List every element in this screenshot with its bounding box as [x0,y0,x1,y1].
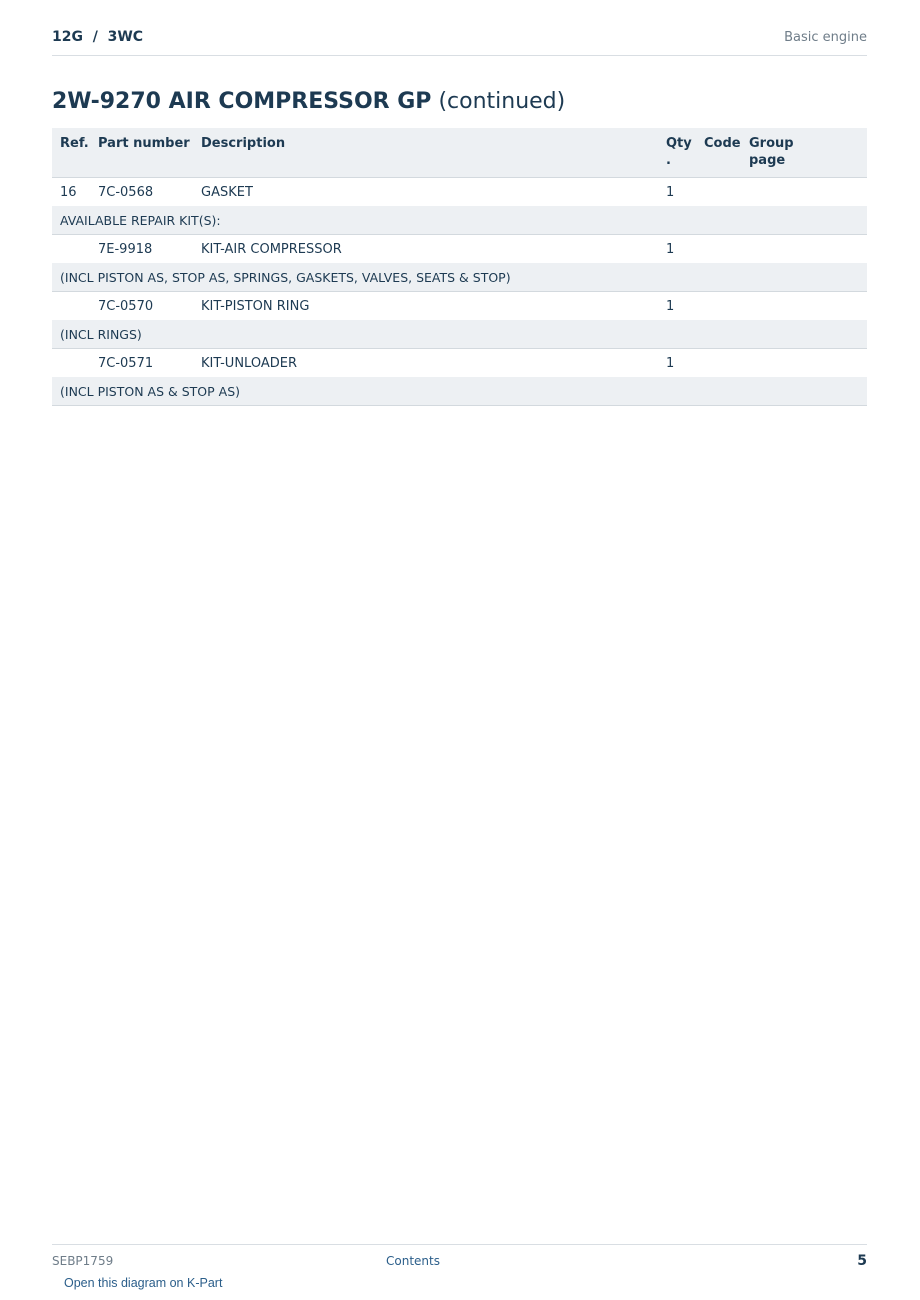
cell-group-page [741,235,867,264]
cell-part-number: 7C-0571 [90,349,193,378]
table-row [52,349,867,378]
table-note-row [52,377,867,406]
cell-part-number: 7E-9918 [90,235,193,264]
cell-note: AVAILABLE REPAIR KIT(S): [52,206,867,235]
column-header-qty: Qty . [658,128,696,178]
table-header-row [52,128,867,178]
cell-part-number: 7C-0568 [90,178,193,207]
page-title [52,89,565,114]
contents-link[interactable]: Contents [386,1254,440,1268]
page-footer [52,1244,867,1275]
cell-ref [52,235,90,264]
table-row [52,292,867,321]
table-note-row [52,320,867,349]
cell-description: KIT-UNLOADER [193,349,658,378]
cell-part-number: 7C-0570 [90,292,193,321]
table-row [52,178,867,207]
cell-group-page [741,292,867,321]
column-header-part-number: Part number [90,128,193,178]
table-note-row [52,206,867,235]
cell-group-page [741,349,867,378]
group-title: 2W-9270 AIR COMPRESSOR GP [52,89,432,114]
machine-model: 12G / 3WC [52,29,144,45]
cell-ref: 16 [52,178,90,207]
column-header-ref: Ref. [52,128,90,178]
cell-ref [52,349,90,378]
cell-qty: 1 [658,292,696,321]
continued-label: (continued) [438,89,566,114]
cell-code [696,235,741,264]
cell-code [696,349,741,378]
cell-qty: 1 [658,178,696,207]
cell-ref [52,292,90,321]
column-header-group-page: Group page [741,128,867,178]
cell-note: (INCL PISTON AS, STOP AS, SPRINGS, GASKETS, VALVES, SEATS & STOP) [52,263,867,292]
open-kpart-link[interactable]: Open this diagram on K-Part [64,1276,223,1290]
parts-table [52,128,867,406]
cell-description: GASKET [193,178,658,207]
cell-note: (INCL RINGS) [52,320,867,349]
table-note-row [52,263,867,292]
cell-group-page [741,178,867,207]
cell-note: (INCL PISTON AS & STOP AS) [52,377,867,406]
cell-description: KIT-PISTON RING [193,292,658,321]
cell-qty: 1 [658,235,696,264]
page-number: 5 [857,1253,867,1269]
column-header-description: Description [193,128,658,178]
document-id: SEBP1759 [52,1254,114,1268]
table-row [52,235,867,264]
cell-code [696,178,741,207]
column-header-code: Code [696,128,741,178]
cell-description: KIT-AIR COMPRESSOR [193,235,658,264]
page-header [52,28,867,56]
cell-qty: 1 [658,349,696,378]
cell-code [696,292,741,321]
section-name: Basic engine [784,30,867,45]
